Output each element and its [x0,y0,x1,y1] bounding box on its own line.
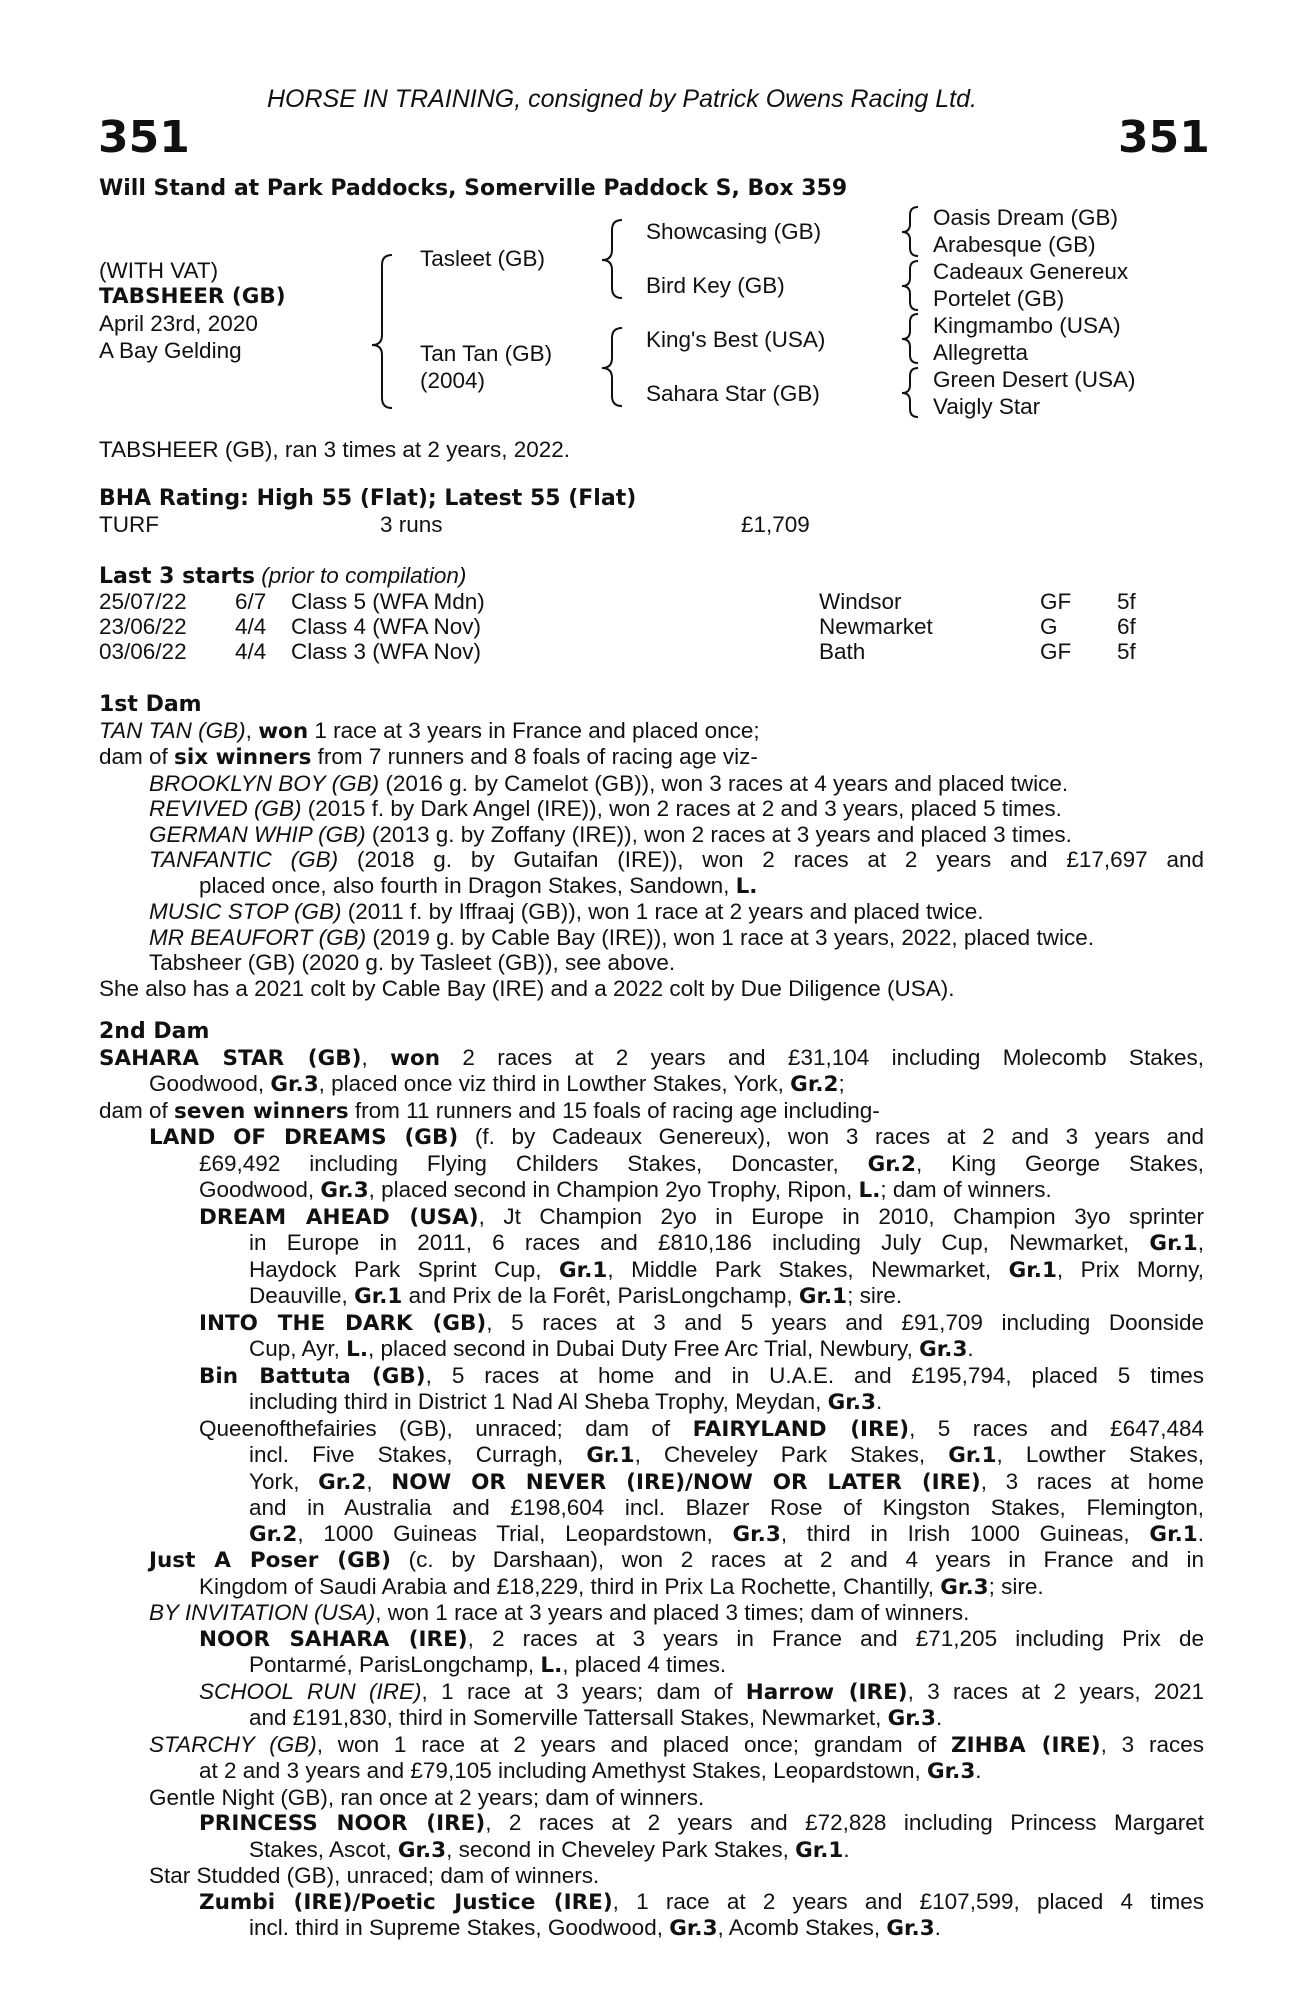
text: from 11 runners and 15 foals of racing age including- [348,1097,880,1123]
second-dam-line [99,1469,1204,1496]
grade: Gr.3 [919,1337,968,1362]
text: ; dam of winners. [880,1177,1052,1202]
pedigree-dds: Green Desert (USA) [933,367,1136,392]
text: (c. by Darshaan), won 2 races at 2 and 4 years in France and in [390,1547,1204,1572]
intro-spacer: , [245,717,259,743]
text: Stakes, Ascot, [249,1836,398,1862]
second-dam-line [99,1416,1204,1443]
second-dam-line [99,1177,1204,1204]
grade: Gr.1 [354,1284,403,1309]
grade: Gr.3 [320,1178,369,1203]
offspring-record: (2018 g. by Gutaifan (IRE)), won 2 races at 2 years and £17,697 and [338,847,1204,872]
second-dam-line [99,1679,1204,1706]
race-summary: TABSHEER (GB), ran 3 times at 2 years, 2022. [99,437,571,462]
won-label: won [390,1045,441,1071]
text: , 1000 Guineas Trial, Leopardstown, [297,1520,733,1546]
text: . [1197,1520,1204,1546]
text: , 2 races at 2 years and £72,828 including Princess Margaret [485,1810,1204,1835]
text: Kingdom of Saudi Arabia and £18,229, third in Prix La Rochette, Chantilly, [199,1573,941,1599]
grade: Gr.3 [887,1706,936,1731]
text: and in Australia and £198,604 incl. Blazer Rose of Kingston Stakes, Flemington, [249,1495,1204,1520]
grade: Gr.3 [270,1072,319,1097]
pedigree-sire: Tasleet (GB) [420,246,546,271]
second-dam-line [99,1124,1204,1151]
start-going: GF [1040,589,1072,614]
grade: Gr.1 [1149,1231,1198,1256]
second-dam-line [99,1705,1204,1732]
start-course: Bath [819,639,866,664]
offspring-name: GERMAN WHIP (GB) [149,821,366,847]
grade: Gr.1 [586,1443,635,1468]
second-dam-line [99,1336,1204,1363]
offspring-name: Zumbi (IRE)/Poetic Justice (IRE) [199,1889,613,1915]
dam-of-rest: from 7 runners and 8 foals of racing age viz- [311,744,758,769]
text: and Prix de la Forêt, ParisLongchamp, [402,1283,799,1308]
start-position: 4/4 [235,639,267,664]
offspring-name: MR BEAUFORT (GB) [149,924,367,950]
rating-earnings: £1,709 [741,512,810,537]
offspring-record: (2016 g. by Camelot (GB)), won 3 races at 4 years and placed twice. [379,770,1069,796]
text: Deauville, [249,1283,355,1308]
second-dam-line [99,1257,1204,1284]
text: , won 1 race at 2 years and placed once; grandam of [316,1731,952,1757]
text: Goodwood, [199,1177,321,1202]
grade: L. [540,1653,563,1678]
first-dam-heading: 1st Dam [99,692,202,717]
start-course: Newmarket [819,614,933,639]
start-distance: 6f [1117,614,1136,639]
start-race: Class 5 (WFA Mdn) [291,589,485,614]
text: and £191,830, third in Somerville Tattersall Stakes, Newmarket, [249,1705,888,1730]
second-dam-line [99,1574,1204,1601]
text: , 3 races at 2 years, 2021 [907,1678,1204,1704]
text: York, [249,1468,319,1494]
offspring-record: (2013 g. by Zoffany (IRE)), won 2 races at 3 years and placed 3 times. [365,821,1072,847]
pedigree-dam-year: (2004) [420,368,486,393]
grade: Gr.1 [795,1837,844,1863]
text: ; sire. [847,1283,903,1308]
text: in Europe in 2011, 6 races and £810,186 including July Cup, Newmarket, [249,1230,1150,1255]
text: . [843,1836,850,1862]
text: ; [838,1071,845,1096]
grade: L. [346,1337,369,1362]
dam-of-prefix: dam of [99,744,175,769]
second-dam-line [99,1363,1204,1390]
text: dam of [99,1097,175,1123]
offspring-name: SCHOOL RUN (IRE) [199,1678,422,1704]
text: , placed second in Champion 2yo Trophy, Ripon, [368,1177,859,1202]
offspring-name: Just A Poser (GB) [149,1548,391,1573]
horse-description: A Bay Gelding [99,338,242,363]
pedigree-dsd: Allegretta [933,340,1029,365]
lot-number-right: 351 [1118,112,1210,163]
second-dam-line [99,1310,1204,1337]
text: , placed once viz third in Lowther Stakes, York, [318,1071,791,1096]
offspring-name: BY INVITATION (USA) [149,1600,376,1625]
grade: Gr.3 [669,1916,718,1941]
offspring-entry [99,771,1204,797]
text: , second in Cheveley Park Stakes, [446,1836,796,1862]
second-dam-line [99,1600,1204,1626]
second-dam-line [99,1626,1204,1653]
grade: Gr.1 [559,1257,608,1283]
dam-name: SAHARA STAR (GB) [99,1045,362,1071]
pedigree-sss: Oasis Dream (GB) [933,205,1119,230]
text: , Prix Morny, [1056,1256,1204,1282]
offspring-entry [99,899,1204,925]
second-dam-line [99,1785,1204,1811]
start-date: 25/07/22 [99,589,187,614]
start-position: 4/4 [235,614,267,639]
start-date: 23/06/22 [99,614,187,639]
text: , won 1 race at 3 years and placed 3 times; dam of winners. [375,1600,970,1625]
pedigree-ssd: Arabesque (GB) [933,232,1096,257]
second-dam-line [99,1732,1204,1759]
text: , 1 race at 2 years and £107,599, placed 4 times [612,1888,1204,1914]
grade: Gr.1 [1008,1257,1057,1283]
pedigree-sire-sire: Showcasing (GB) [646,219,822,244]
grade: L. [858,1178,881,1203]
offspring-entry [99,847,1204,873]
offspring-name: INTO THE DARK (GB) [199,1310,487,1336]
text: 2 races at 2 years and £31,104 including Molecomb Stakes, [440,1044,1204,1070]
offspring-name: MUSIC STOP (GB) [149,899,342,924]
text: . [975,1758,982,1783]
second-dam-line [99,1230,1204,1257]
first-dam-section [99,692,1204,1001]
winner-count: seven winners [174,1098,349,1124]
start-course: Windsor [819,589,902,614]
offspring-name: NOW OR NEVER (IRE)/NOW OR LATER (IRE) [391,1469,981,1495]
text: , 3 races at home [980,1468,1205,1494]
dam-name: TAN TAN (GB) [99,717,246,743]
start-going: G [1040,614,1058,639]
second-dam-line [99,1098,1204,1125]
text: . [875,1389,883,1414]
grade: Gr.1 [1149,1521,1198,1547]
second-dam-line [99,1151,1204,1178]
pedigree-dss: Kingmambo (USA) [933,313,1121,338]
second-dam-line [99,1889,1204,1916]
second-dam-line [99,1495,1204,1521]
offspring-name: Bin Battuta (GB) [199,1363,426,1389]
second-dam-line [99,1915,1204,1942]
start-distance: 5f [1117,639,1136,664]
text: Pontarmé, ParisLongchamp, [249,1652,541,1677]
text: Goodwood, [149,1071,271,1096]
start-race: Class 3 (WFA Nov) [291,639,482,664]
offspring-name: PRINCESS NOOR (IRE) [199,1811,486,1836]
offspring-record: placed once, also fourth in Dragon Stakes, Sandown, [199,872,736,898]
text: , King George Stakes, [915,1150,1204,1176]
text: , Jt Champion 2yo in Europe in 2010, Champion 3yo sprinter [478,1203,1204,1229]
text: , Acomb Stakes, [717,1915,887,1940]
horse-name: TABSHEER (GB) [99,284,286,309]
second-dam-line [99,1204,1204,1231]
second-dam-section [99,1019,1204,1942]
text: , 1 race at 3 years; dam of [421,1678,746,1704]
text: , [366,1468,392,1494]
second-dam-line [99,1045,1204,1072]
pedigree-sire-dam: Bird Key (GB) [646,273,785,298]
text: , 3 races [1100,1731,1204,1757]
grade: Gr.3 [926,1759,976,1784]
rating-runs: 3 runs [380,512,443,537]
text: Gentle Night (GB), ran once at 2 years; dam of winners. [149,1784,705,1810]
text: Cup, Ayr, [249,1336,347,1361]
vat-note: (WITH VAT) [99,258,219,283]
offspring-name: FAIRYLAND (IRE) [692,1416,910,1442]
grade: Gr.3 [397,1837,447,1863]
grade: Gr.2 [790,1072,839,1097]
second-dam-line [99,1389,1204,1416]
start-race: Class 4 (WFA Nov) [291,614,482,639]
last-starts-title: Last 3 starts [99,564,256,589]
second-dam-line [99,1810,1204,1837]
second-dam-line [99,1442,1204,1469]
text: , Cheveley Park Stakes, [634,1442,949,1467]
text: Haydock Park Sprint Cup, [249,1256,560,1282]
first-dam-also: She also has a 2021 colt by Cable Bay (IRE) and a 2022 colt by Due Diligence (USA). [99,975,955,1001]
won-label: won [258,718,309,744]
offspring-name: BROOKLYN BOY (GB) [149,770,380,796]
text: Queenofthefairies (GB), unraced; dam of [199,1415,693,1441]
first-dam-intro [99,718,1204,745]
last-starts-heading [99,563,466,590]
consignment-line: HORSE IN TRAINING, consigned by Patrick Owens Racing Ltd. [267,85,977,113]
text: , 5 races and £647,484 [909,1415,1204,1441]
text: Star Studded (GB), unraced; dam of winners. [149,1863,600,1888]
grade: Gr.3 [732,1521,781,1547]
grade: Gr.3 [827,1390,876,1415]
pedigree-sds: Cadeaux Genereux [933,259,1129,284]
second-dam-heading: 2nd Dam [99,1019,210,1044]
start-going: GF [1040,639,1072,664]
grade: Gr.2 [249,1521,298,1547]
text: . [935,1705,943,1730]
text: , placed second in Dubai Duty Free Arc Trial, Newbury, [368,1336,920,1361]
offspring-record: (2011 f. by Iffraaj (GB)), won 1 race at 2 years and placed twice. [341,899,984,924]
offspring-name: LAND OF DREAMS (GB) [149,1125,459,1150]
text: , third in Irish 1000 Guineas, [780,1520,1150,1546]
text: including third in District 1 Nad Al Sheba Trophy, Meydan, [249,1389,828,1414]
rating-surface: TURF [99,512,159,537]
offspring-name: TANFANTIC (GB) [149,847,339,872]
text: , [361,1044,391,1070]
offspring-name: REVIVED (GB) [149,796,302,821]
last-starts-note: (prior to compilation) [261,563,467,588]
text: incl. Five Stakes, Curragh, [249,1442,587,1467]
offspring-entry [99,822,1204,848]
start-position: 6/7 [235,589,267,614]
text: incl. third in Supreme Stakes, Goodwood, [249,1915,670,1940]
start-date: 03/06/22 [99,639,187,664]
text: , 2 races at 3 years in France and £71,205 including Prix de [467,1625,1204,1651]
offspring-name: STARCHY (GB) [149,1731,317,1757]
listed-grade: L. [735,873,758,899]
text: , [1197,1230,1204,1255]
foaling-date: April 23rd, 2020 [99,311,258,336]
pedigree-dam-sire: King's Best (USA) [646,327,826,352]
offspring-name: ZIHBA (IRE) [951,1732,1101,1758]
text: , 5 races at home and in U.A.E. and £195,794, placed 5 times [425,1362,1205,1388]
grade: Gr.3 [940,1574,989,1600]
start-distance: 5f [1117,589,1136,614]
second-dam-line [99,1837,1204,1864]
text: , Middle Park Stakes, Newmarket, [607,1256,1009,1282]
pedigree-ddd: Vaigly Star [933,394,1041,419]
text: . [934,1915,941,1940]
bha-rating: BHA Rating: High 55 (Flat); Latest 55 (Flat) [99,486,637,511]
pedigree-dam-dam: Sahara Star (GB) [646,381,820,406]
pedigree-sdd: Portelet (GB) [933,286,1065,311]
offspring-name: Harrow (IRE) [745,1679,908,1705]
second-dam-line [99,1283,1204,1310]
offspring-name: DREAM AHEAD (USA) [199,1204,479,1230]
second-dam-line [99,1863,1204,1889]
offspring-entry [99,925,1204,951]
second-dam-line [99,1758,1204,1785]
offspring-record: (2019 g. by Cable Bay (IRE)), won 1 race at 3 years, 2022, placed twice. [366,924,1094,950]
text: £69,492 including Flying Childers Stakes, Doncaster, [199,1150,868,1176]
second-dam-line [99,1652,1204,1679]
text: at 2 and 3 years and £79,105 including Amethyst Stakes, Leopardstown, [199,1758,927,1783]
text: ; sire. [988,1573,1044,1599]
first-dam-produce [99,744,1204,771]
second-dam-line [99,1547,1204,1574]
stand-location: Will Stand at Park Paddocks, Somerville Paddock S, Box 359 [99,176,848,201]
text: (f. by Cadeaux Genereux), won 3 races at 2 and 3 years and [458,1124,1204,1149]
offspring-name: NOOR SAHARA (IRE) [199,1626,468,1652]
second-dam-line [99,1071,1204,1098]
offspring-record: (2015 f. by Dark Angel (IRE)), won 2 races at 2 and 3 years, placed 5 times. [301,796,1062,821]
grade: Gr.1 [948,1443,997,1468]
grade: Gr.3 [886,1916,935,1941]
second-dam-line [99,1521,1204,1548]
winner-count: six winners [174,745,312,770]
grade: Gr.1 [798,1284,848,1309]
offspring-entry: Tabsheer (GB) (2020 g. by Tasleet (GB)), see above. [149,950,676,975]
offspring-entry-continued [99,873,1204,900]
grade: Gr.2 [318,1469,367,1495]
intro-rest: 1 race at 3 years in France and placed once; [308,717,760,743]
text: . [967,1336,974,1361]
text: , Lowther Stakes, [996,1442,1204,1467]
text: , placed 4 times. [562,1652,727,1677]
pedigree-dam: Tan Tan (GB) [420,341,553,366]
lot-number-left: 351 [98,112,190,163]
text: , 5 races at 3 and 5 years and £91,709 including Doonside [486,1309,1204,1335]
offspring-entry [99,796,1204,822]
grade: Gr.2 [867,1151,916,1177]
